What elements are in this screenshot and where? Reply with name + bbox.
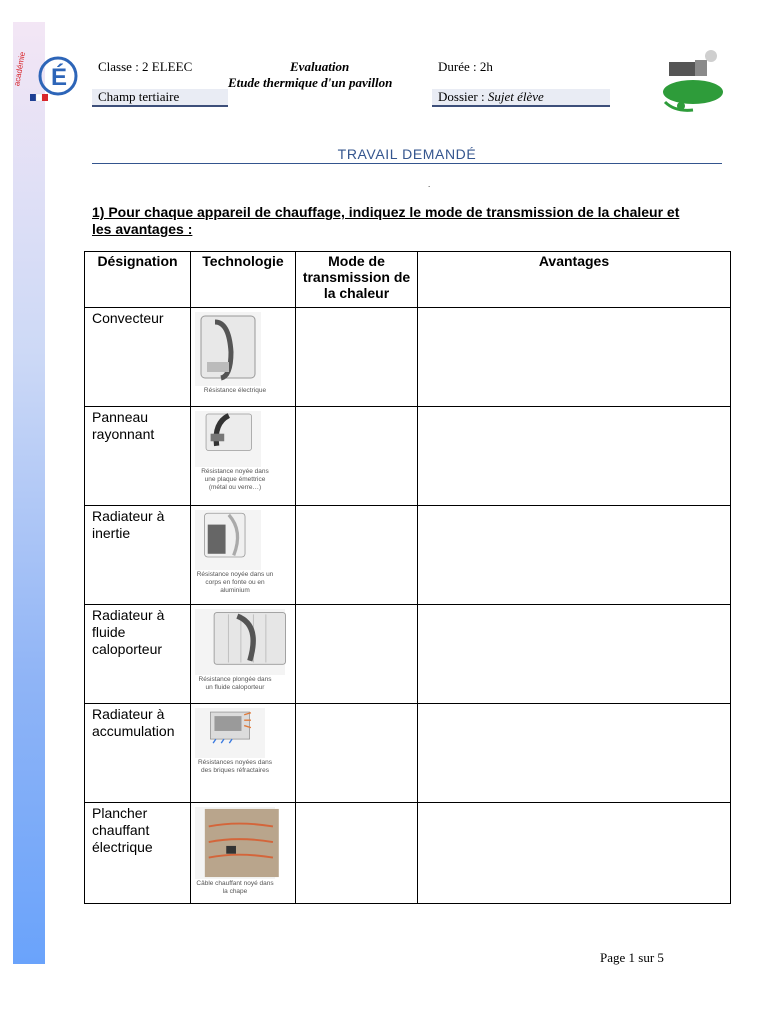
technologie-cell bbox=[191, 407, 296, 506]
table-row bbox=[85, 506, 731, 605]
plancher-chauffant-image bbox=[195, 807, 275, 879]
dossier-value: Sujet élève bbox=[487, 89, 544, 104]
technologie-cell bbox=[191, 605, 296, 704]
avantages-cell[interactable] bbox=[418, 506, 731, 605]
academie-logo bbox=[12, 51, 80, 108]
champ-label bbox=[92, 89, 228, 107]
col-avantages: Avantages bbox=[418, 252, 731, 308]
tech-caption: Résistance plongée dans un fluide caloporteur bbox=[198, 676, 272, 691]
table-row bbox=[85, 407, 731, 506]
radiateur-fluide-image bbox=[195, 609, 285, 675]
designation-cell: Convecteur bbox=[85, 308, 191, 407]
dossier-label-text: Dossier : bbox=[438, 89, 485, 104]
classe-label: Classe : 2 ELEEC bbox=[98, 59, 193, 74]
designation-cell: Radiateur à inertie bbox=[85, 506, 191, 605]
mode-cell[interactable] bbox=[296, 803, 418, 904]
tech-caption: Résistance noyée dans une plaque émettrice (métal ou verre…) bbox=[201, 468, 269, 491]
table-header-row bbox=[85, 252, 731, 308]
mode-cell[interactable] bbox=[296, 704, 418, 803]
designation-cell: Radiateur à fluide caloporteur bbox=[85, 605, 191, 704]
radiateur-inertie-image bbox=[195, 510, 261, 570]
technologie-cell bbox=[191, 803, 296, 904]
duree-label: Durée : 2h bbox=[438, 59, 493, 74]
title-underline bbox=[92, 163, 722, 164]
table-row bbox=[85, 308, 731, 407]
champ-text: Champ tertiaire bbox=[98, 89, 180, 104]
avantages-cell[interactable] bbox=[418, 308, 731, 407]
col-mode: Mode de transmission de la chaleur bbox=[296, 252, 418, 308]
mode-cell[interactable] bbox=[296, 407, 418, 506]
eval-title: Evaluation bbox=[290, 59, 350, 74]
stray-dot: . bbox=[428, 180, 431, 189]
mode-cell[interactable] bbox=[296, 605, 418, 704]
technologie-cell bbox=[191, 704, 296, 803]
energy-illustration-icon bbox=[651, 42, 733, 118]
panneau-rayonnant-image bbox=[195, 411, 261, 467]
designation-cell: Plancher chauffant électrique bbox=[85, 803, 191, 904]
heating-table bbox=[84, 251, 731, 904]
tech-caption: Résistances noyées dans des briques réfractaires bbox=[197, 759, 273, 774]
tech-caption: Câble chauffant noyé dans la chape bbox=[196, 880, 274, 895]
technologie-cell bbox=[191, 308, 296, 407]
page-title: TRAVAIL DEMANDÉ bbox=[337, 146, 477, 162]
designation-cell: Radiateur à accumulation bbox=[85, 704, 191, 803]
avantages-cell[interactable] bbox=[418, 803, 731, 904]
svg-text:É: É bbox=[51, 64, 68, 91]
avantages-cell[interactable] bbox=[418, 605, 731, 704]
page-number: Page 1 sur 5 bbox=[600, 950, 664, 965]
svg-text:académie: académie bbox=[12, 51, 28, 87]
question-1: 1) Pour chaque appareil de chauffage, indiquez le mode de transmission de la chaleur et les avantages : bbox=[92, 204, 680, 237]
mode-cell[interactable] bbox=[296, 308, 418, 407]
tech-caption: Résistance noyée dans un corps en fonte ou en aluminium bbox=[196, 571, 274, 594]
convecteur-image bbox=[195, 312, 261, 386]
tech-caption: Résistance électrique bbox=[203, 387, 267, 394]
col-designation: Désignation bbox=[85, 252, 191, 308]
mode-cell[interactable] bbox=[296, 506, 418, 605]
table-row bbox=[85, 803, 731, 904]
col-technologie: Technologie bbox=[191, 252, 296, 308]
designation-cell: Panneau rayonnant bbox=[85, 407, 191, 506]
table-row bbox=[85, 704, 731, 803]
avantages-cell[interactable] bbox=[418, 407, 731, 506]
radiateur-accumulation-image bbox=[195, 708, 265, 758]
side-color-bar bbox=[13, 22, 45, 964]
eval-subtitle: Etude thermique d'un pavillon bbox=[228, 75, 393, 90]
avantages-cell[interactable] bbox=[418, 704, 731, 803]
table-row bbox=[85, 605, 731, 704]
dossier-label bbox=[432, 89, 610, 107]
technologie-cell bbox=[191, 506, 296, 605]
